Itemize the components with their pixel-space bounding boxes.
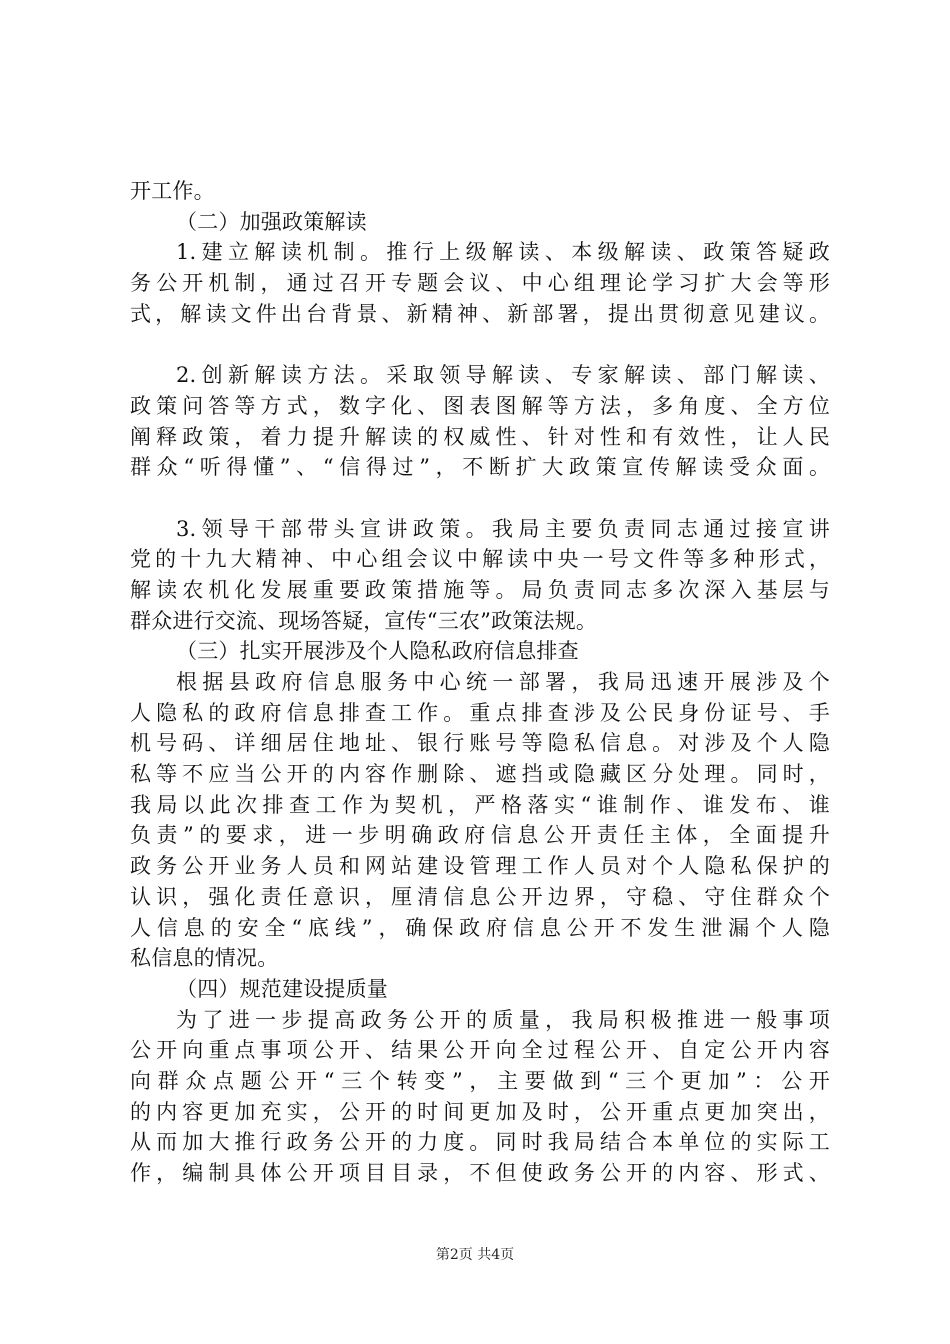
paragraph-gap xyxy=(130,483,830,514)
document-body xyxy=(130,176,830,1189)
body-line: 党的十九大精神、中心组会议中解读中央一号文件等多种形式， xyxy=(130,547,830,572)
body-line: 认识，强化责任意识，厘清信息公开边界，守稳、守住群众个 xyxy=(130,884,830,909)
page-number: 第2页 共4页 xyxy=(435,1247,515,1263)
body-line: 向群众点题公开“三个转变”，主要做到“三个更加”：公开 xyxy=(130,1068,830,1093)
body-line: 作，编制具体公开项目目录，不但使政务公开的内容、形式、 xyxy=(130,1161,830,1185)
body-line: 根据县政府信息服务中心统一部署，我局迅速开展涉及个 xyxy=(176,670,830,694)
body-line: 私信息的情况。 xyxy=(130,946,279,971)
body-line: 我局以此次排查工作为契机，严格落实“谁制作、谁发布、谁 xyxy=(130,792,830,817)
body-line: 务公开机制，通过召开专题会议、中心组理论学习扩大会等形 xyxy=(130,271,830,296)
section-heading: （二）加强政策解读 xyxy=(176,209,367,234)
body-line: 政策问答等方式，数字化、图表图解等方法，多角度、全方位 xyxy=(130,393,830,418)
body-line: 人隐私的政府信息排查工作。重点排查涉及公民身份证号、手 xyxy=(130,700,830,725)
body-line: 负责”的要求，进一步明确政府信息公开责任主体，全面提升 xyxy=(130,823,830,848)
body-line: 政务公开业务人员和网站建设管理工作人员对个人隐私保护的 xyxy=(130,854,830,879)
paragraph-gap xyxy=(130,329,830,360)
body-line: 人信息的安全“底线”，确保政府信息公开不发生泄漏个人隐 xyxy=(130,915,830,940)
body-line: 1.建立解读机制。推行上级解读、本级解读、政策答疑政 xyxy=(176,240,830,265)
body-line: 私等不应当公开的内容作删除、遮挡或隐藏区分处理。同时， xyxy=(130,762,830,787)
body-line: 从而加大推行政务公开的力度。同时我局结合本单位的实际工 xyxy=(130,1130,830,1155)
body-line: 3.领导干部带头宣讲政策。我局主要负责同志通过接宣讲 xyxy=(176,516,830,541)
body-line: 开工作。 xyxy=(130,179,215,203)
body-line: 的内容更加充实，公开的时间更加及时，公开重点更加突出， xyxy=(130,1099,830,1124)
body-line: 阐释政策，着力提升解读的权威性、针对性和有效性，让人民 xyxy=(130,424,830,449)
section-heading: （三）扎实开展涉及个人隐私政府信息排查 xyxy=(176,639,579,664)
body-line: 群众“听得懂”、“信得过”，不断扩大政策宣传解读受众面。 xyxy=(130,455,830,480)
body-line: 解读农机化发展重要政策措施等。局负责同志多次深入基层与 xyxy=(130,577,830,602)
body-line: 式，解读文件出台背景、新精神、新部署，提出贯彻意见建议。 xyxy=(130,301,830,326)
body-line: 为了进一步提高政务公开的质量，我局积极推进一般事项 xyxy=(176,1007,830,1032)
body-line: 群众进行交流、现场答疑，宣传“三农”政策法规。 xyxy=(130,608,598,633)
body-line: 2.创新解读方法。采取领导解读、专家解读、部门解读、 xyxy=(176,363,830,388)
section-heading: （四）规范建设提质量 xyxy=(176,976,388,1001)
body-line: 公开向重点事项公开、结果公开向全过程公开、自定公开内容 xyxy=(130,1038,830,1063)
body-line: 机号码、详细居住地址、银行账号等隐私信息。对涉及个人隐 xyxy=(130,731,830,756)
